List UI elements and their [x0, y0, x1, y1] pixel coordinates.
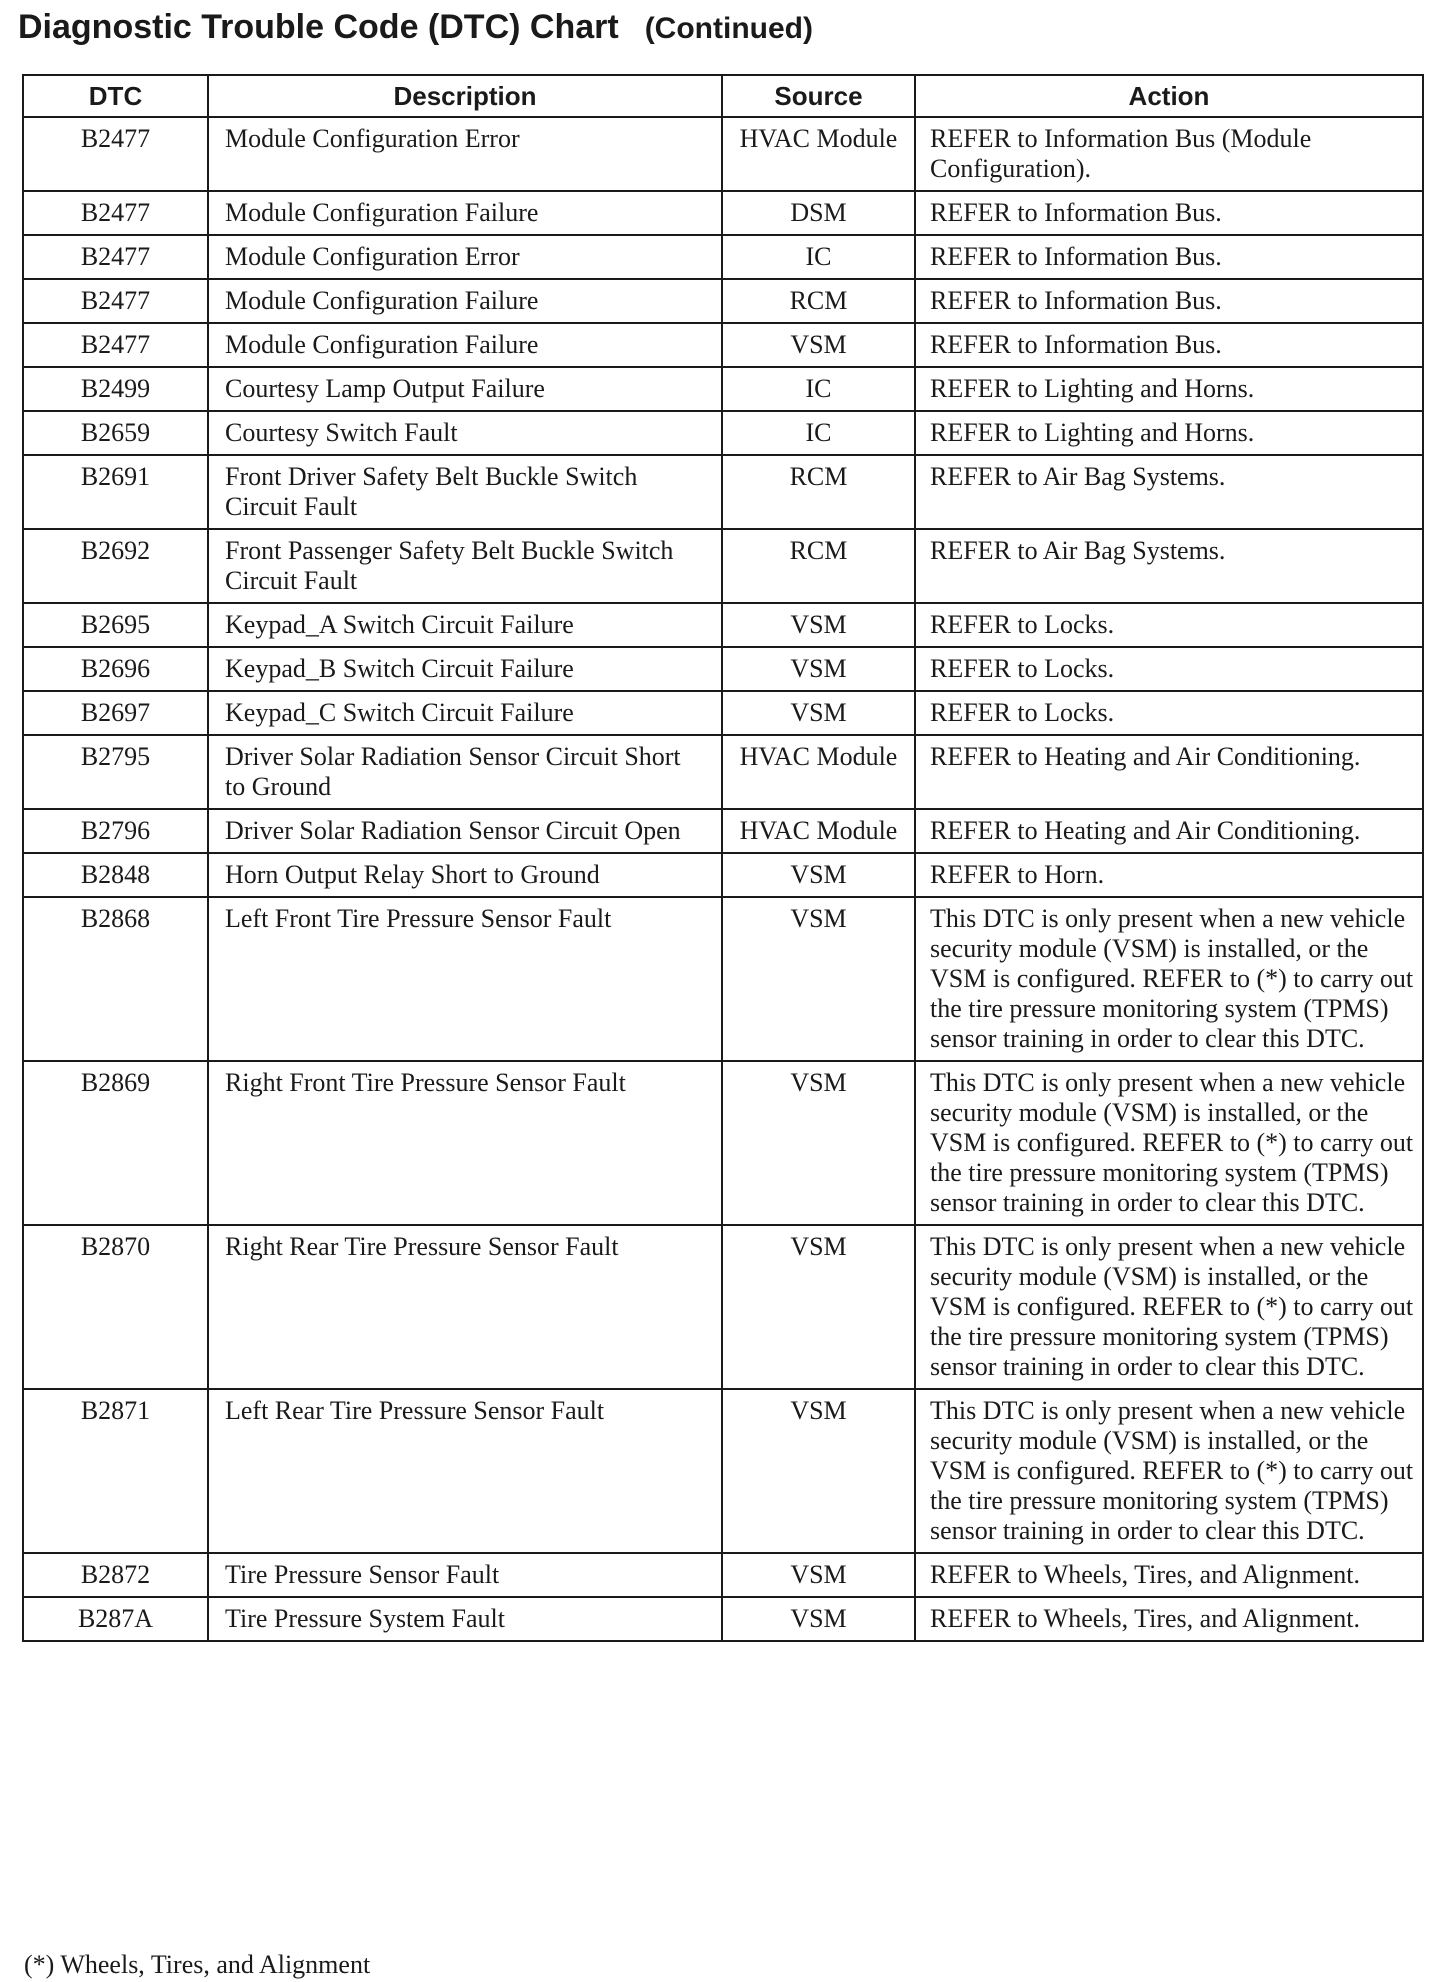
cell-action: REFER to Locks.: [915, 603, 1423, 647]
cell-source: VSM: [722, 897, 915, 1061]
cell-action: REFER to Information Bus (Module Configuration).: [915, 117, 1423, 191]
cell-source: RCM: [722, 529, 915, 603]
table-body: [23, 117, 1423, 1641]
cell-source: RCM: [722, 455, 915, 529]
cell-action: REFER to Information Bus.: [915, 323, 1423, 367]
cell-description: Courtesy Switch Fault: [208, 411, 722, 455]
cell-description: Module Configuration Error: [208, 117, 722, 191]
table-row: [23, 735, 1423, 809]
cell-source: HVAC Module: [722, 809, 915, 853]
cell-dtc: B2870: [23, 1225, 208, 1389]
cell-description: Keypad_B Switch Circuit Failure: [208, 647, 722, 691]
cell-action: REFER to Information Bus.: [915, 191, 1423, 235]
cell-source: VSM: [722, 691, 915, 735]
column-header-source: Source: [722, 75, 915, 117]
table-row: [23, 1553, 1423, 1597]
table-row: [23, 235, 1423, 279]
cell-description: Front Driver Safety Belt Buckle Switch Circuit Fault: [208, 455, 722, 529]
table-row: [23, 323, 1423, 367]
cell-dtc: B2695: [23, 603, 208, 647]
cell-description: Driver Solar Radiation Sensor Circuit Short to Ground: [208, 735, 722, 809]
cell-action: REFER to Lighting and Horns.: [915, 411, 1423, 455]
cell-action: This DTC is only present when a new vehicle security module (VSM) is installed, or the VSM is configured. REFER to (*) to carry out the tire pressure monitoring system (TPMS) sensor training in order to clear this DTC.: [915, 1225, 1423, 1389]
cell-source: VSM: [722, 647, 915, 691]
cell-source: VSM: [722, 323, 915, 367]
cell-dtc: B2848: [23, 853, 208, 897]
cell-action: REFER to Horn.: [915, 853, 1423, 897]
table-row: [23, 1061, 1423, 1225]
cell-source: VSM: [722, 1225, 915, 1389]
page-title-main: Diagnostic Trouble Code (DTC) Chart: [18, 8, 619, 46]
cell-action: REFER to Information Bus.: [915, 235, 1423, 279]
table-row: [23, 897, 1423, 1061]
cell-source: VSM: [722, 1597, 915, 1641]
cell-source: DSM: [722, 191, 915, 235]
cell-source: VSM: [722, 1389, 915, 1553]
dtc-table: [22, 74, 1424, 1642]
cell-action: REFER to Locks.: [915, 647, 1423, 691]
cell-action: This DTC is only present when a new vehicle security module (VSM) is installed, or the VSM is configured. REFER to (*) to carry out the tire pressure monitoring system (TPMS) sensor training in order to clear this DTC.: [915, 897, 1423, 1061]
cell-source: IC: [722, 411, 915, 455]
cell-source: RCM: [722, 279, 915, 323]
cell-dtc: B2477: [23, 235, 208, 279]
cell-source: HVAC Module: [722, 735, 915, 809]
cell-action: This DTC is only present when a new vehicle security module (VSM) is installed, or the VSM is configured. REFER to (*) to carry out the tire pressure monitoring system (TPMS) sensor training in order to clear this DTC.: [915, 1061, 1423, 1225]
cell-dtc: B2477: [23, 279, 208, 323]
table-header-row: [23, 75, 1423, 117]
table-row: [23, 647, 1423, 691]
cell-dtc: B2691: [23, 455, 208, 529]
cell-description: Driver Solar Radiation Sensor Circuit Open: [208, 809, 722, 853]
page-title-continued: (Continued): [644, 12, 813, 45]
table-row: [23, 853, 1423, 897]
cell-source: VSM: [722, 853, 915, 897]
cell-description: Keypad_A Switch Circuit Failure: [208, 603, 722, 647]
table-row: [23, 529, 1423, 603]
cell-description: Left Front Tire Pressure Sensor Fault: [208, 897, 722, 1061]
cell-dtc: B2869: [23, 1061, 208, 1225]
cell-description: Keypad_C Switch Circuit Failure: [208, 691, 722, 735]
cell-dtc: B2477: [23, 117, 208, 191]
column-header-action: Action: [915, 75, 1423, 117]
cell-action: REFER to Wheels, Tires, and Alignment.: [915, 1553, 1423, 1597]
cell-description: Module Configuration Failure: [208, 191, 722, 235]
cell-description: Courtesy Lamp Output Failure: [208, 367, 722, 411]
cell-source: VSM: [722, 603, 915, 647]
cell-description: Module Configuration Failure: [208, 279, 722, 323]
table-row: [23, 809, 1423, 853]
cell-description: Module Configuration Failure: [208, 323, 722, 367]
cell-description: Right Rear Tire Pressure Sensor Fault: [208, 1225, 722, 1389]
cell-source: VSM: [722, 1061, 915, 1225]
cell-dtc: B2477: [23, 323, 208, 367]
cell-dtc: B2871: [23, 1389, 208, 1553]
cell-source: IC: [722, 367, 915, 411]
cell-description: Tire Pressure System Fault: [208, 1597, 722, 1641]
cell-description: Tire Pressure Sensor Fault: [208, 1553, 722, 1597]
cell-dtc: B2697: [23, 691, 208, 735]
cell-action: REFER to Air Bag Systems.: [915, 455, 1423, 529]
cell-description: Module Configuration Error: [208, 235, 722, 279]
cell-dtc: B2868: [23, 897, 208, 1061]
cell-dtc: B2477: [23, 191, 208, 235]
cell-action: REFER to Lighting and Horns.: [915, 367, 1423, 411]
cell-dtc: B2692: [23, 529, 208, 603]
table-row: [23, 603, 1423, 647]
cell-dtc: B2499: [23, 367, 208, 411]
cell-action: This DTC is only present when a new vehicle security module (VSM) is installed, or the VSM is configured. REFER to (*) to carry out the tire pressure monitoring system (TPMS) sensor training in order to clear this DTC.: [915, 1389, 1423, 1553]
cell-action: REFER to Locks.: [915, 691, 1423, 735]
cell-source: VSM: [722, 1553, 915, 1597]
cell-description: Front Passenger Safety Belt Buckle Switch Circuit Fault: [208, 529, 722, 603]
table-row: [23, 1389, 1423, 1553]
cell-description: Left Rear Tire Pressure Sensor Fault: [208, 1389, 722, 1553]
cell-action: REFER to Wheels, Tires, and Alignment.: [915, 1597, 1423, 1641]
cell-source: IC: [722, 235, 915, 279]
cell-dtc: B2659: [23, 411, 208, 455]
column-header-description: Description: [208, 75, 722, 117]
table-row: [23, 279, 1423, 323]
column-header-dtc: DTC: [23, 75, 208, 117]
cell-description: Horn Output Relay Short to Ground: [208, 853, 722, 897]
table-row: [23, 691, 1423, 735]
table-row: [23, 117, 1423, 191]
cell-dtc: B2696: [23, 647, 208, 691]
table-row: [23, 367, 1423, 411]
cell-action: REFER to Heating and Air Conditioning.: [915, 809, 1423, 853]
page-title: [18, 8, 813, 47]
table-row: [23, 411, 1423, 455]
cell-dtc: B287A: [23, 1597, 208, 1641]
table-row: [23, 1225, 1423, 1389]
table-row: [23, 1597, 1423, 1641]
cell-description: Right Front Tire Pressure Sensor Fault: [208, 1061, 722, 1225]
cell-dtc: B2795: [23, 735, 208, 809]
cell-dtc: B2872: [23, 1553, 208, 1597]
cell-action: REFER to Information Bus.: [915, 279, 1423, 323]
table-row: [23, 191, 1423, 235]
cell-dtc: B2796: [23, 809, 208, 853]
table-row: [23, 455, 1423, 529]
cell-action: REFER to Heating and Air Conditioning.: [915, 735, 1423, 809]
footnote: (*) Wheels, Tires, and Alignment: [24, 1950, 371, 1979]
cell-source: HVAC Module: [722, 117, 915, 191]
cell-action: REFER to Air Bag Systems.: [915, 529, 1423, 603]
